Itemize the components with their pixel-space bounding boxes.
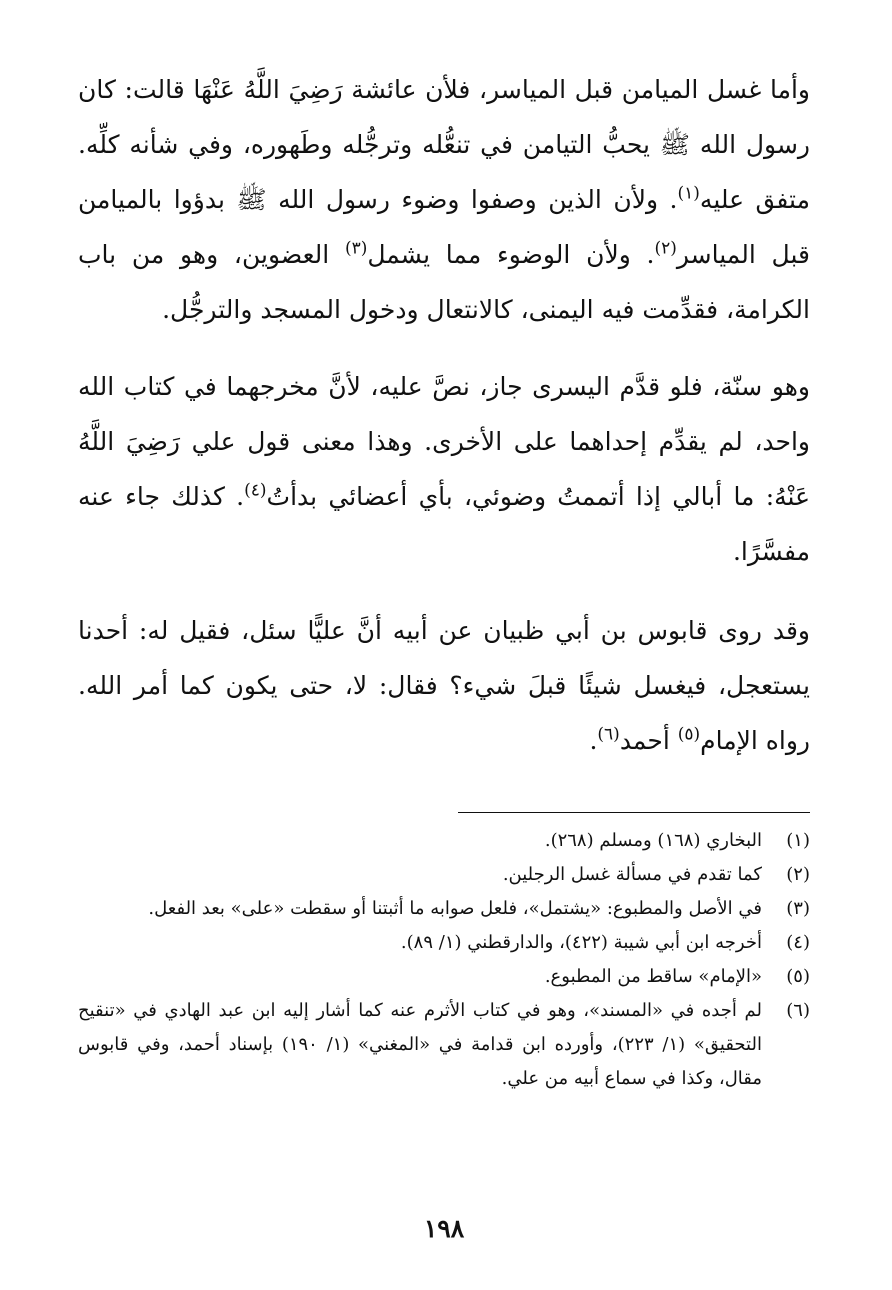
footnote-number: (٥) (786, 966, 810, 987)
main-text (78, 62, 810, 768)
paragraph-1-text-b: . ولأن الذين وصفوا وضوء رسول الله ﷺ بدؤوا بالميامن قبل المياسر (78, 185, 810, 269)
footnote-number: (٤) (786, 932, 810, 953)
footnote-5 (78, 960, 810, 994)
footnote-3 (78, 892, 810, 926)
footnote-text: «الإمام» ساقط من المطبوع. (544, 966, 762, 987)
paragraph-1-text-a: وأما غسل الميامن قبل المياسر، فلأن عائشة رَضِيَ اللَّهُ عَنْهَا قالت: كان رسول الله ﷺ يحبُّ التيامن في تنعُّله وترجُّله وطَهوره، وفي شأنه كلِّه. متفق عليه (78, 75, 810, 214)
footnote-ref-5: (٥) (677, 724, 701, 745)
paragraph-2-text-b: . كذلك جاء عنه مفسَّرًا. (78, 482, 810, 566)
footnote-text: البخاري (١٦٨) ومسلم (٢٦٨). (544, 830, 762, 851)
paragraph-3-text-b: أحمد (619, 726, 678, 755)
footnote-6 (78, 994, 810, 1096)
paragraph-3 (78, 603, 810, 768)
footnote-ref-6: (٦) (597, 724, 620, 745)
footnote-2 (78, 858, 810, 892)
paragraph-2-text-a: وهو سنّة، فلو قدَّم اليسرى جاز، نصَّ عليه، لأنَّ مخرجهما في كتاب الله واحد، لم يقدِّم إحداهما على الأخرى. وهذا معنى قول علي رَضِيَ اللَّهُ عَنْهُ: ما أبالي إذا أتممتُ وضوئي، بأي أعضائي بدأتُ (78, 372, 810, 511)
page-number: ١٩٨ (423, 1214, 465, 1243)
footnote-number: (١) (786, 830, 810, 851)
footnote-number: (٣) (786, 898, 810, 919)
paragraph-3-text-c: . (589, 726, 598, 755)
footnote-number: (٦) (786, 1000, 810, 1021)
footnote-1 (78, 824, 810, 858)
footnote-ref-2: (٢) (654, 238, 677, 259)
paragraph-2 (78, 359, 810, 579)
footnote-text: في الأصل والمطبوع: «يشتمل»، فلعل صوابه ما أثبتنا أو سقطت «على» بعد الفعل. (148, 898, 762, 919)
paragraph-1-text-c: . ولأن الوضوء مما يشمل (367, 240, 655, 269)
footnote-4 (78, 926, 810, 960)
footnote-text: كما تقدم في مسألة غسل الرجلين. (502, 864, 762, 885)
footnote-text: أخرجه ابن أبي شيبة (٤٢٢)، والدارقطني (١/ ٨٩). (400, 932, 762, 953)
paragraph-3-text-a: وقد روى قابوس بن أبي ظبيان عن أبيه أنَّ عليًّا سئل، فقيل له: أحدنا يستعجل، فيغسل شيئًا قبلَ شيء؟ فقال: لا، حتى يكون كما أمر الله. رواه الإمام (78, 616, 810, 755)
paragraph-1-text-d: العضوين، وهو من باب الكرامة، فقدِّمت فيه اليمنى، كالانتعال ودخول المسجد والترجُّل. (78, 240, 810, 324)
footnote-separator (458, 812, 810, 813)
footnote-ref-1: (١) (677, 183, 700, 204)
footnotes (78, 824, 810, 1096)
book-page (78, 62, 810, 1252)
footnote-text: لم أجده في «المسند»، وهو في كتاب الأثرم عنه كما أشار إليه ابن عبد الهادي في «تنقيح التحقيق» (١/ ٢٢٣)، وأورده ابن قدامة في «المغني» (١/ ١٩٠) بإسناد أحمد، وفي قابوس مقال، وكذا في سماع أبيه من علي. (78, 1000, 762, 1089)
footnote-ref-3: (٣) (344, 238, 368, 259)
paragraph-1 (78, 62, 810, 337)
footnote-ref-4: (٤) (244, 480, 267, 501)
footnote-number: (٢) (786, 864, 810, 885)
